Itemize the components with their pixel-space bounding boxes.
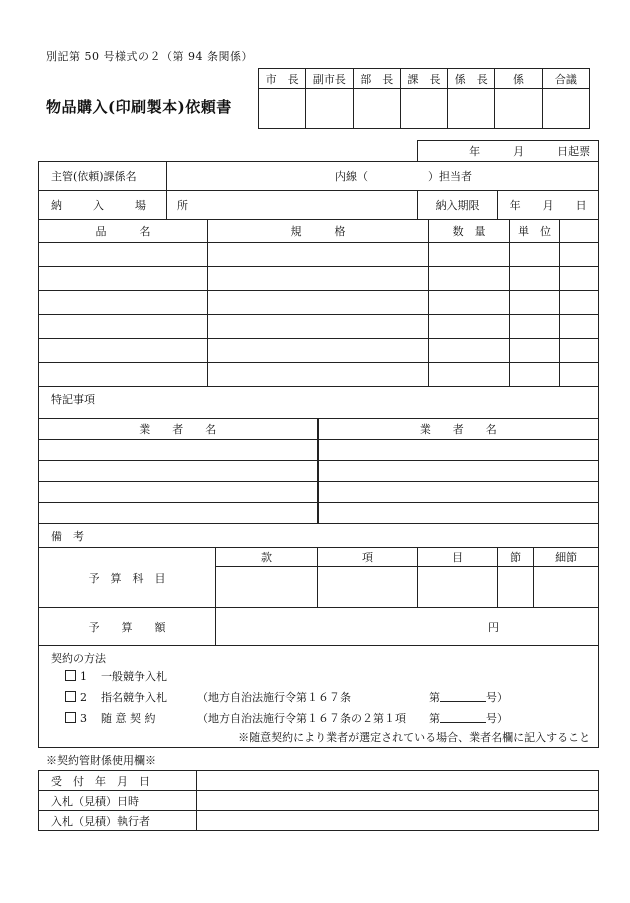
spec-cell[interactable] [208,291,429,315]
number-blank[interactable] [440,691,486,702]
item-name-cell[interactable] [39,315,208,339]
approval-stamp-box[interactable] [495,89,542,129]
item-name-cell[interactable] [39,267,208,291]
checkbox[interactable] [65,712,76,723]
bid-datetime-label: 入札（見積）日時 [39,791,197,811]
extra-cell[interactable] [560,267,599,291]
budget-amount-field[interactable] [216,608,599,646]
approval-header-staff: 係 [495,69,542,89]
number-blank[interactable] [440,712,486,723]
vendor-name-cell[interactable] [39,482,318,503]
form-number-note: 別記第 50 号様式の２（第 94 条関係） [46,50,253,63]
spec-header: 規 格 [208,220,429,243]
law-reference: （地方自治法施行令第１６７条 [197,691,351,704]
contract-option-general[interactable]: 1 一般競争入札 [39,666,598,687]
delivery-place-field[interactable] [167,191,418,220]
unit-cell[interactable] [510,267,560,291]
checkbox[interactable] [65,670,76,681]
spec-cell[interactable] [208,339,429,363]
option-name: 随 意 契 約 [101,712,156,725]
extra-cell[interactable] [560,339,599,363]
vendor-name-cell[interactable] [39,461,318,482]
unit-header: 単 位 [510,220,560,243]
unit-cell[interactable] [510,339,560,363]
delivery-place-label: 納 入 場 所 [39,191,167,220]
spec-cell[interactable] [208,315,429,339]
vendor-name-cell[interactable] [39,503,318,524]
approval-header-mayor: 市 長 [259,69,306,89]
request-form-table [38,140,599,748]
vendor-name-cell[interactable] [318,482,599,503]
contract-option-designated[interactable]: 2 指名競争入札 （地方自治法施行令第１６７条 第 号） [39,687,598,708]
item-name-cell[interactable] [39,339,208,363]
special-notes-label: 特記事項 [51,393,95,406]
quantity-cell[interactable] [429,363,510,387]
budget-saisetsu-field[interactable] [534,567,599,608]
budget-col-kou: 項 [318,548,418,567]
remarks-field[interactable] [39,524,599,548]
special-notes-field[interactable] [39,387,599,419]
vendor-name-header-right: 業 者 名 [318,419,599,440]
approval-stamp-box[interactable] [259,89,306,129]
document-title: 物品購入(印刷製本)依頼書 [46,98,232,116]
approval-stamp-table [258,68,590,129]
contract-manager-table [38,770,599,831]
budget-col-kan: 款 [216,548,318,567]
unit-cell[interactable] [510,315,560,339]
budget-setsu-field[interactable] [498,567,534,608]
extra-cell[interactable] [560,363,599,387]
extension-label: 内線（ [335,170,368,183]
budget-col-saisetsu: 細節 [534,548,599,567]
quantity-cell[interactable] [429,315,510,339]
quantity-cell[interactable] [429,267,510,291]
approval-stamp-box[interactable] [400,89,447,129]
approval-stamp-box[interactable] [306,89,353,129]
extra-cell[interactable] [560,315,599,339]
budget-col-setsu: 節 [498,548,534,567]
extra-cell[interactable] [560,291,599,315]
vendor-name-header-left: 業 者 名 [39,419,318,440]
dept-field[interactable] [167,162,599,191]
vendor-name-cell[interactable] [318,440,599,461]
budget-col-moku: 目 [418,548,498,567]
remarks-label: 備 考 [51,529,84,543]
item-name-cell[interactable] [39,243,208,267]
draft-date-field[interactable]: 年 月 日起票 [418,141,599,162]
bid-executor-label: 入札（見積）執行者 [39,811,197,831]
vendor-name-cell[interactable] [39,440,318,461]
checkbox[interactable] [65,691,76,702]
option-name: 指名競争入札 [101,691,167,704]
spec-cell[interactable] [208,243,429,267]
spec-cell[interactable] [208,267,429,291]
unit-cell[interactable] [510,363,560,387]
approval-stamp-box[interactable] [353,89,400,129]
contract-option-negotiated[interactable]: 3 随 意 契 約 （地方自治法施行令第１６７条の２第１項 第 号） [39,708,598,729]
budget-kou-field[interactable] [318,567,418,608]
unit-cell[interactable] [510,291,560,315]
approval-header-director: 部 長 [353,69,400,89]
item-name-header: 品 名 [39,220,208,243]
negotiated-contract-note: ※随意契約により業者が選定されている場合、業者名欄に記入すること [238,731,591,744]
approval-header-subsection-chief: 係 長 [448,69,495,89]
budget-amount-label: 予 算 額 [39,608,216,646]
deadline-field[interactable]: 年 月 日 [498,191,599,220]
approval-header-vice-mayor: 副市長 [306,69,353,89]
unit-cell[interactable] [510,243,560,267]
quantity-cell[interactable] [429,291,510,315]
item-name-cell[interactable] [39,363,208,387]
option-name: 一般競争入札 [101,670,167,683]
budget-kan-field[interactable] [216,567,318,608]
person-in-charge-label: ）担当者 [428,170,472,183]
law-reference: （地方自治法施行令第１６７条の２第１項 [197,712,406,725]
item-name-cell[interactable] [39,291,208,315]
quantity-cell[interactable] [429,243,510,267]
budget-moku-field[interactable] [418,567,498,608]
spec-cell[interactable] [208,363,429,387]
vendor-name-cell[interactable] [318,503,599,524]
extra-cell[interactable] [560,243,599,267]
quantity-header: 数 量 [429,220,510,243]
vendor-name-cell[interactable] [318,461,599,482]
bid-datetime-field[interactable] [197,791,599,811]
reception-date-label: 受 付 年 月 日 [39,771,197,791]
approval-header-consultation: 合議 [542,69,589,89]
yen-unit: 円 [488,620,499,634]
budget-item-label: 予 算 科 目 [39,548,216,608]
approval-stamp-box[interactable] [542,89,589,129]
deadline-label: 納入期限 [418,191,498,220]
bid-executor-field[interactable] [197,811,599,831]
contract-method-section [39,646,599,748]
reception-date-field[interactable] [197,771,599,791]
dept-label: 主管(依頼)課係名 [39,162,167,191]
contract-method-label: 契約の方法 [51,652,106,665]
approval-header-section-chief: 課 長 [400,69,447,89]
approval-stamp-box[interactable] [448,89,495,129]
quantity-cell[interactable] [429,339,510,363]
contract-manager-heading: ※契約管財係使用欄※ [46,754,156,767]
